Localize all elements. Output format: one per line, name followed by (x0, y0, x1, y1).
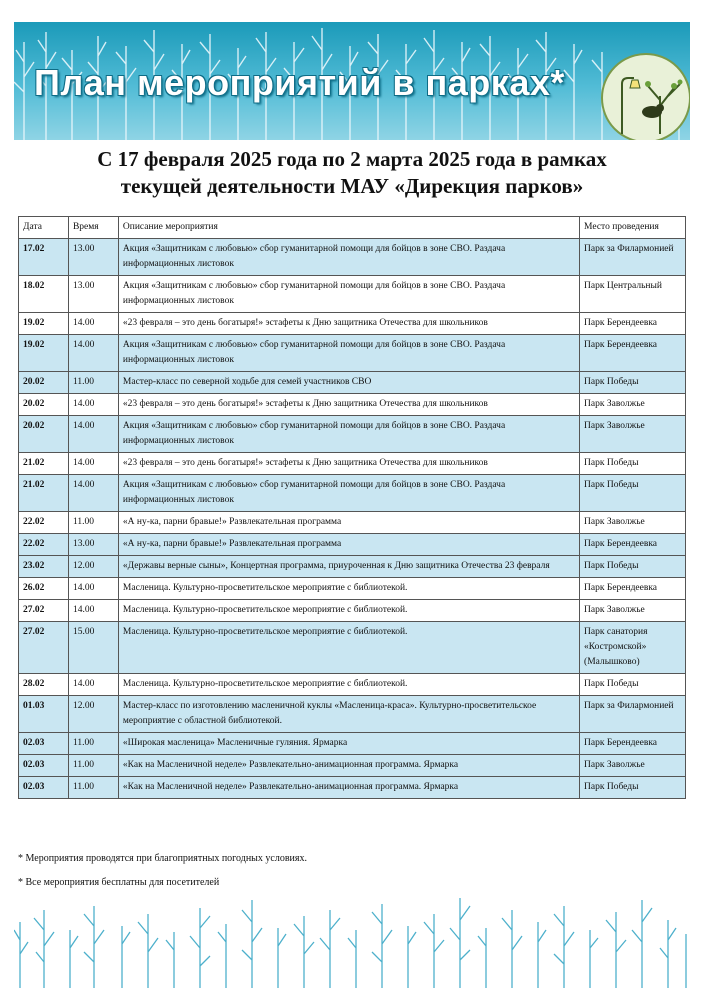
cell-description: Акция «Защитникам с любовью» сбор гуманитарной помощи для бойцов в зоне СВО. Раздача информационных листовок (118, 416, 579, 453)
cell-place: Парк Победы (580, 372, 686, 394)
cell-description: «А ну-ка, парни бравые!» Развлекательная программа (118, 534, 579, 556)
header-time: Время (68, 217, 118, 239)
cell-date: 22.02 (19, 534, 69, 556)
footnote-free: * Все мероприятия бесплатны для посетителей (18, 877, 220, 888)
cell-date: 02.03 (19, 755, 69, 777)
table-row (19, 755, 686, 777)
table-row (19, 372, 686, 394)
cell-date: 01.03 (19, 696, 69, 733)
cell-place: Парк Победы (580, 674, 686, 696)
footnotes (18, 852, 307, 900)
cell-date: 18.02 (19, 276, 69, 313)
cell-description: «Широкая масленица» Масленичные гуляния. Ярмарка (118, 733, 579, 755)
footnote-weather: * Мероприятия проводятся при благоприятных погодных условиях. (18, 853, 307, 864)
header-description: Описание мероприятия (118, 217, 579, 239)
header-date: Дата (19, 217, 69, 239)
cell-time: 14.00 (68, 453, 118, 475)
banner-title: План мероприятий в парках* (34, 62, 565, 103)
cell-time: 14.00 (68, 475, 118, 512)
cell-time: 14.00 (68, 335, 118, 372)
cell-time: 12.00 (68, 556, 118, 578)
table-row (19, 239, 686, 276)
cell-date: 27.02 (19, 600, 69, 622)
table-row (19, 453, 686, 475)
table-row (19, 534, 686, 556)
cell-place: Парк Центральный (580, 276, 686, 313)
cell-place: Парк Берендеевка (580, 313, 686, 335)
cell-time: 14.00 (68, 674, 118, 696)
cell-place: Парк Заволжье (580, 755, 686, 777)
cell-place: Парк Победы (580, 556, 686, 578)
table-row (19, 276, 686, 313)
cell-place: Парк за Филармонией (580, 239, 686, 276)
cell-description: Акция «Защитникам с любовью» сбор гуманитарной помощи для бойцов в зоне СВО. Раздача информационных листовок (118, 276, 579, 313)
cell-place: Парк Берендеевка (580, 578, 686, 600)
table-row (19, 475, 686, 512)
cell-time: 11.00 (68, 733, 118, 755)
header-banner (14, 22, 690, 140)
cell-time: 13.00 (68, 534, 118, 556)
cell-place: Парк Берендеевка (580, 335, 686, 372)
cell-place: Парк Заволжье (580, 512, 686, 534)
page-subtitle (0, 146, 704, 200)
table-row (19, 335, 686, 372)
cell-date: 22.02 (19, 512, 69, 534)
cell-time: 15.00 (68, 622, 118, 674)
cell-time: 14.00 (68, 313, 118, 335)
table-row (19, 313, 686, 335)
cell-date: 28.02 (19, 674, 69, 696)
cell-time: 14.00 (68, 416, 118, 453)
cell-description: Акция «Защитникам с любовью» сбор гуманитарной помощи для бойцов в зоне СВО. Раздача информационных листовок (118, 239, 579, 276)
cell-description: Масленица. Культурно-просветительское мероприятие с библиотекой. (118, 578, 579, 600)
cell-date: 17.02 (19, 239, 69, 276)
subtitle-line-1: С 17 февраля 2025 года по 2 марта 2025 года в рамках (97, 147, 607, 171)
cell-place: Парк Заволжье (580, 394, 686, 416)
cell-description: Масленица. Культурно-просветительское мероприятие с библиотекой. (118, 622, 579, 674)
table-row (19, 777, 686, 799)
cell-description: «23 февраля – это день богатыря!» эстафеты к Дню защитника Отечества для школьников (118, 453, 579, 475)
cell-description: «А ну-ка, парни бравые!» Развлекательная программа (118, 512, 579, 534)
cell-date: 27.02 (19, 622, 69, 674)
cell-place: Парк Победы (580, 777, 686, 799)
cell-place: Парк Победы (580, 453, 686, 475)
cell-time: 11.00 (68, 755, 118, 777)
cell-description: Мастер-класс по изготовлению масленичной куклы «Масленица-краса». Культурно-просветительское мероприятие с областной библиотекой. (118, 696, 579, 733)
cell-place: Парк за Филармонией (580, 696, 686, 733)
table-row (19, 674, 686, 696)
cell-description: Мастер-класс по северной ходьбе для семей участников СВО (118, 372, 579, 394)
table-row (19, 512, 686, 534)
cell-date: 21.02 (19, 453, 69, 475)
table-row (19, 416, 686, 453)
table-row (19, 600, 686, 622)
table-row (19, 733, 686, 755)
cell-description: Акция «Защитникам с любовью» сбор гуманитарной помощи для бойцов в зоне СВО. Раздача информационных листовок (118, 335, 579, 372)
cell-description: «23 февраля – это день богатыря!» эстафеты к Дню защитника Отечества для школьников (118, 394, 579, 416)
cell-time: 13.00 (68, 276, 118, 313)
cell-time: 11.00 (68, 777, 118, 799)
cell-place: Парк Победы (580, 475, 686, 512)
cell-place: Парк Берендеевка (580, 733, 686, 755)
cell-date: 23.02 (19, 556, 69, 578)
header-place: Место проведения (580, 217, 686, 239)
cell-date: 02.03 (19, 777, 69, 799)
cell-date: 26.02 (19, 578, 69, 600)
subtitle-line-2: текущей деятельности МАУ «Дирекция парков» (120, 174, 584, 198)
cell-date: 21.02 (19, 475, 69, 512)
cell-description: Масленица. Культурно-просветительское мероприятие с библиотекой. (118, 600, 579, 622)
cell-description: «23 февраля – это день богатыря!» эстафеты к Дню защитника Отечества для школьников (118, 313, 579, 335)
cell-place: Парк Заволжье (580, 416, 686, 453)
cell-description: «Державы верные сыны», Концертная программа, приуроченная к Дню защитника Отечества 23 февраля (118, 556, 579, 578)
cell-date: 20.02 (19, 394, 69, 416)
cell-place: Парк Берендеевка (580, 534, 686, 556)
cell-place: Парк Заволжье (580, 600, 686, 622)
cell-time: 11.00 (68, 512, 118, 534)
cell-place: Парк санатория «Костромской» (Малышково) (580, 622, 686, 674)
table-row (19, 622, 686, 674)
cell-time: 12.00 (68, 696, 118, 733)
park-directorate-logo-icon (598, 50, 690, 140)
cell-time: 14.00 (68, 600, 118, 622)
cell-description: Акция «Защитникам с любовью» сбор гуманитарной помощи для бойцов в зоне СВО. Раздача информационных листовок (118, 475, 579, 512)
cell-time: 11.00 (68, 372, 118, 394)
table-row (19, 394, 686, 416)
cell-date: 20.02 (19, 372, 69, 394)
cell-date: 20.02 (19, 416, 69, 453)
cell-time: 14.00 (68, 578, 118, 600)
cell-description: «Как на Масленичной неделе» Развлекательно-анимационная программа. Ярмарка (118, 777, 579, 799)
table-row (19, 696, 686, 733)
table-row (19, 578, 686, 600)
cell-description: «Как на Масленичной неделе» Развлекательно-анимационная программа. Ярмарка (118, 755, 579, 777)
cell-date: 02.03 (19, 733, 69, 755)
cell-date: 19.02 (19, 335, 69, 372)
table-row (19, 556, 686, 578)
cell-time: 13.00 (68, 239, 118, 276)
cell-date: 19.02 (19, 313, 69, 335)
events-table-body (19, 239, 686, 799)
cell-time: 14.00 (68, 394, 118, 416)
events-table (18, 216, 686, 799)
table-header-row (19, 217, 686, 239)
cell-description: Масленица. Культурно-просветительское мероприятие с библиотекой. (118, 674, 579, 696)
